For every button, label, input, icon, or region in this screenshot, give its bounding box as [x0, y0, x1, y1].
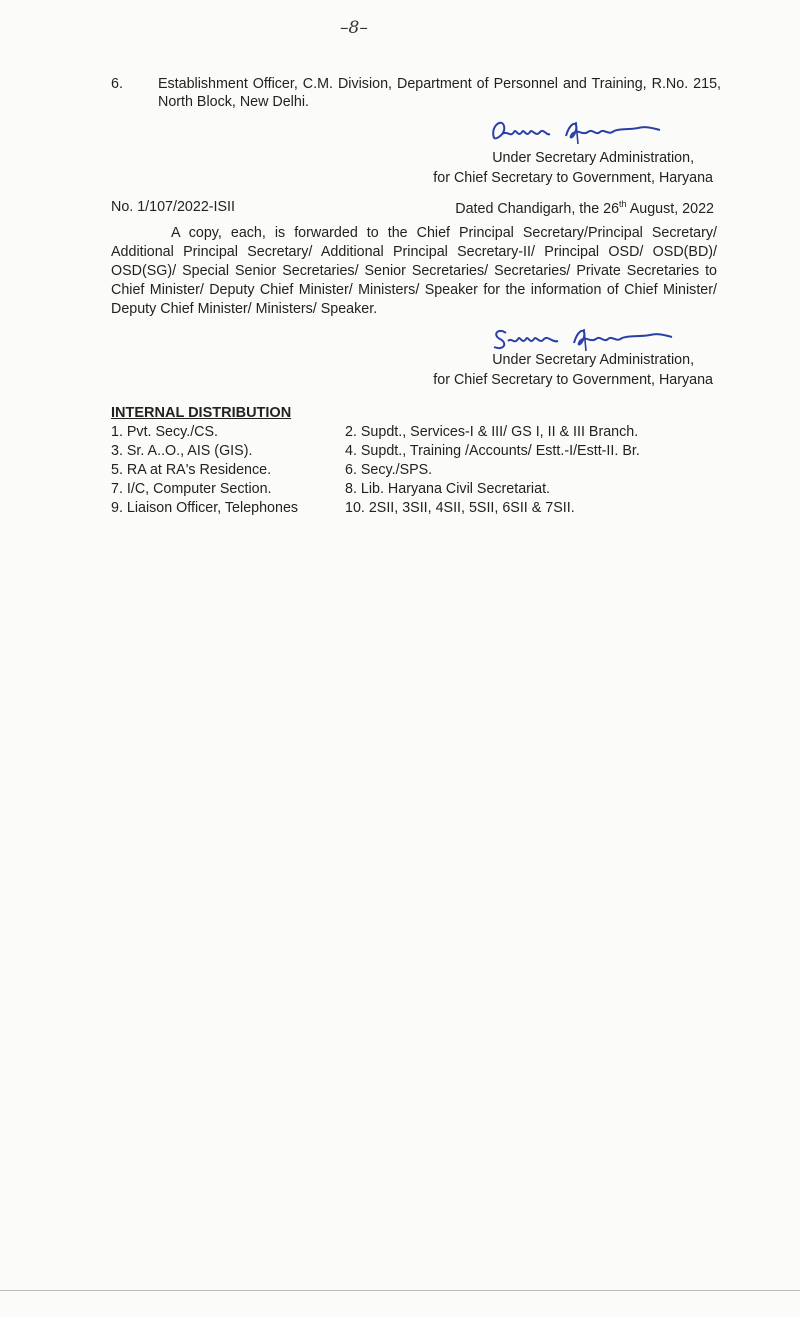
list-item: 2. Supdt., Services-I & III/ GS I, II & III Branch. — [345, 424, 639, 440]
list-item: 8. Lib. Haryana Civil Secretariat. — [345, 481, 551, 497]
dated-line — [455, 199, 714, 217]
list-item: 6. Secy./SPS. — [345, 462, 433, 478]
signatory-block-2 — [433, 350, 713, 390]
signatory-for-line: for Chief Secretary to Government, Haryana — [433, 170, 713, 186]
list-item: 3. Sr. A..O., AIS (GIS). — [111, 443, 253, 459]
signatory-for-line: for Chief Secretary to Government, Haryana — [433, 372, 713, 388]
distribution-list-left — [111, 423, 298, 518]
addressee-item-6 — [111, 75, 721, 111]
reference-number: No. 1/107/2022-ISII — [111, 199, 235, 215]
signatory-block-1 — [433, 148, 713, 188]
internal-distribution-title: INTERNAL DISTRIBUTION — [111, 405, 292, 421]
page-number: –8– — [340, 18, 368, 38]
list-item: 1. Pvt. Secy./CS. — [111, 424, 218, 440]
item-text: Establishment Officer, C.M. Division, Department of Personnel and Training, R.No. 215, North Block, New Delhi. — [158, 76, 721, 110]
dated-suffix: August, 2022 — [626, 200, 714, 217]
signature-2 — [490, 323, 675, 353]
copy-paragraph-text: A copy, each, is forwarded to the Chief Principal Secretary/Principal Secretary/ Additional Principal Secretary/ Additional Principal Secretary-II/ Principal OSD/ OSD(BD)/ OSD(SG)/ Special Senior Secretaries/ Senior Secretaries/ Secretaries/ Private Secretaries to Chief Minister/ Deputy Chief Minister/ Ministers/ Speaker for the information of Chief Minister/ Deputy Chief Minister/ Ministers/ Speaker. — [111, 225, 717, 317]
dated-superscript: th — [619, 199, 627, 209]
item-number: 6. — [111, 76, 123, 92]
list-item: 10. 2SII, 3SII, 4SII, 5SII, 6SII & 7SII. — [345, 500, 575, 516]
list-item: 7. I/C, Computer Section. — [111, 481, 272, 497]
signature-1 — [488, 116, 668, 146]
list-item: 5. RA at RA's Residence. — [111, 462, 272, 478]
copy-forward-paragraph — [111, 224, 717, 319]
signatory-designation: Under Secretary Administration, — [492, 352, 695, 368]
distribution-list-right — [345, 423, 640, 518]
signatory-designation: Under Secretary Administration, — [492, 150, 695, 166]
page-bottom-rule — [0, 1290, 800, 1291]
list-item: 9. Liaison Officer, Telephones — [111, 500, 299, 516]
list-item: 4. Supdt., Training /Accounts/ Estt.-I/Estt-II. Br. — [345, 443, 640, 459]
dated-prefix: Dated Chandigarh, the 26 — [455, 200, 620, 217]
